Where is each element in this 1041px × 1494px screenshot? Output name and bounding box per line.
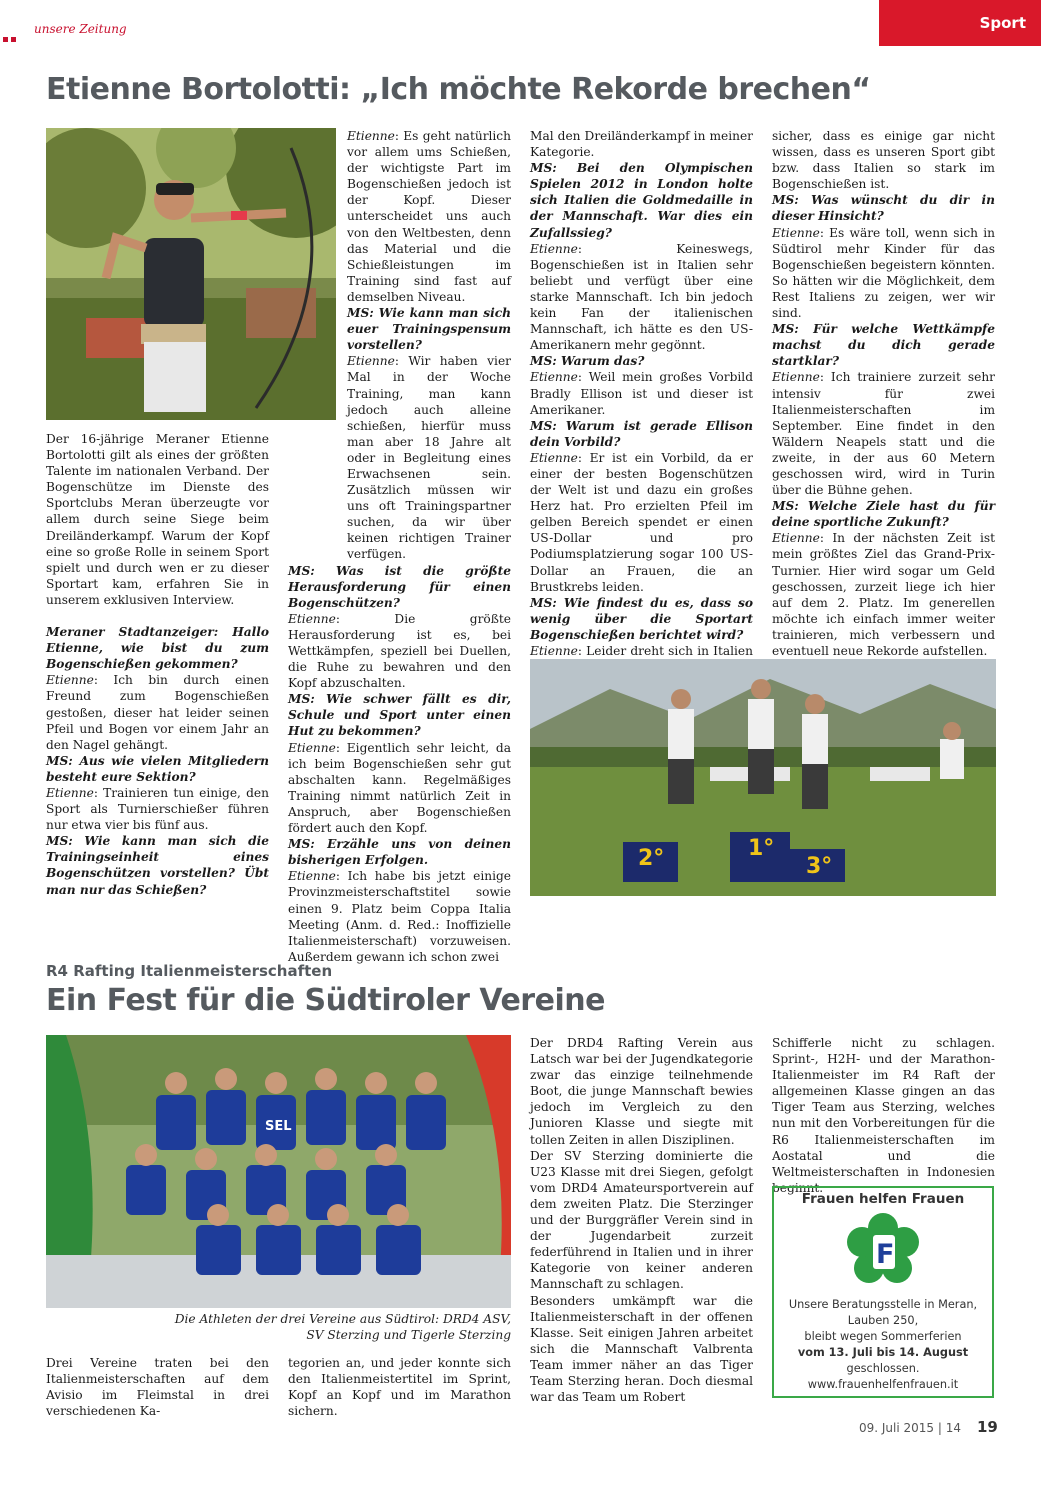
interview-answer: Etienne: Trainieren tun einige, den Sport als Turnierschießer führen nur etwa vier bis fünf aus. xyxy=(46,785,269,833)
article2-column-4: Schifferle nicht zu schlagen. Sprint-, H2H- und der Marathon-Italienmeister im R4 Raft der allgemeinen Klasse gingen an das Tiger Team aus Sterzing, welches nun mit den Vorbereitungen für die R6 Italienmeisterschaften im Aostatal und die Weltmeisterschaften in Indonesien beginnt. xyxy=(772,1036,995,1195)
interview-question: MS: Bei den Olympischen Spielen 2012 in London holte sich Italien die Goldmedaille in der Mannschaft. War dies ein Zufallssieg? xyxy=(530,161,753,240)
article2-column-1: Drei Vereine traten bei den Italienmeisterschaften auf dem Avisio im Fleimstal in drei verschiedenen Ka- xyxy=(46,1356,269,1419)
interview-answer: Etienne: Eigentlich sehr leicht, da ich beim Bogenschießen sehr gut abschalten kann. Regelmäßiges Training nimmt natürlich Zeit in Anspruch, aber Bogenschießen fördert auch den Kopf. xyxy=(288,740,511,836)
interview-answer: Etienne: Er ist ein Vorbild, da er einer der besten Bogenschützen der Welt ist und dazu ein großes Herz hat. Pro erzielten Pfeil im gelben Bereich spendet er einen US-Dollar und pro Podiumsplatzierung sogar 100 US-Dollar an Frauen, die an Brustkrebs leiden. xyxy=(530,450,753,594)
article1-column-4 xyxy=(772,128,995,675)
article1-intro: Der 16-jährige Meraner Etienne Bortolotti gilt als eines der größten Talente im nationalen Verband. Der Bogenschütze im Dienste des Sportclubs Meran überzeugte vor allem durch seine Siege beim Dreiländerkampf. Warum der Kopf eine so große Rolle in seinem Sport spielt und durch wen er zu dieser Sportart kam, erfahren Sie in unserem exklusiven Interview. xyxy=(46,432,269,607)
interview-answer: sicher, dass es einige gar nicht wissen, dass es unseren Sport gibt bzw. dass Italien so stark im Bogenschießen ist. xyxy=(772,129,995,192)
article1-column-3 xyxy=(530,128,753,675)
ad-text: Unsere Beratungsstelle in Meran, Lauben 250, bleibt wegen Sommerferien vom 13. Juli bis 14. August geschlossen. www.frauenhelfenfrauen.it xyxy=(774,1297,992,1393)
interview-question: MS: Was wünscht du dir in dieser Hinsicht? xyxy=(772,193,995,224)
article2-kicker: R4 Rafting Italienmeisterschaften xyxy=(46,962,333,980)
interview-question: MS: Wie findest du es, dass so wenig über die Sportart Bogenschießen berichtet wird? xyxy=(530,595,753,642)
brand-logo-text: unsere Zeitung xyxy=(34,22,127,36)
interview-question: MS: Welche Ziele hast du für deine sportliche Zukunft? xyxy=(772,499,995,530)
ad-title: Frauen helfen Frauen xyxy=(801,1191,965,1207)
interview-answer: Etienne: Weil mein großes Vorbild Bradly Ellison ist und dieser ist Amerikaner. xyxy=(530,370,753,417)
article2-column-2: tegorien an, und jeder konnte sich den Italienmeistertitel im Sprint, Kopf an Kopf und im Marathon sichern. xyxy=(288,1356,511,1419)
brand-squares xyxy=(3,29,19,48)
interview-question: MS: Was ist die größte Herausforderung für einen Bogenschützen? xyxy=(288,563,511,610)
interview-answer: Etienne: Ich trainiere zurzeit sehr intensiv für zwei Italienmeisterschaften im September. Eine findet in den Wäldern Neapels statt und die zweite, in der aus 60 Metern geschossen wird, wird in Turin über die Bühne gehen. xyxy=(772,370,995,498)
interview-question: MS: Erzähle uns von deinen bisherigen Erfolgen. xyxy=(288,837,511,868)
vest-label: SEL xyxy=(265,1119,292,1134)
advertisement-frauen-helfen-frauen[interactable] xyxy=(772,1186,994,1398)
article2-headline: Ein Fest für die Südtiroler Vereine xyxy=(46,983,605,1018)
ad-logo-letter: F xyxy=(876,1239,895,1270)
podium-label-first: 1° xyxy=(748,836,775,861)
interview-question: MS: Aus wie vielen Mitgliedern besteht eure Sektion? xyxy=(46,753,269,784)
interview-question: MS: Für welche Wettkämpfe machst du dich gerade startklar? xyxy=(772,322,995,369)
interview-answer: Etienne: Die größte Herausforderung ist es, bei Wettkämpfen, speziell bei Duellen, die Ruhe zu bewahren und den Kopf abzuschalten. xyxy=(288,611,511,691)
interview-answer: Etienne: Ich bin durch einen Freund zum Bogenschießen gestoßen, dieser hat leider seinen Pfeil und Bogen vor einem Jahr an den Nagel gehängt. xyxy=(46,673,269,752)
interview-question: MS: Wie kann man sich die Trainingseinheit eines Bogenschützen vorstellen? Übt man nur das Schießen? xyxy=(46,834,269,897)
podium-label-second: 2° xyxy=(638,846,665,871)
interview-question: Meraner Stadtanzeiger: Hallo Etienne, wie bist du zum Bogenschießen gekommen? xyxy=(46,625,269,672)
issue-date: 09. Juli 2015 | 14 xyxy=(858,1421,961,1435)
interview-answer: Etienne: In der nächsten Zeit ist mein größtes Ziel das Grand-Prix-Turnier. Hier wird sogar um Geld geschossen, zurzeit liege ich hier auf dem 2. Platz. Im generellen möchte ich einfach immer weiter trainieren, mich verbessern und eventuell neue Rekorde aufstellen. xyxy=(772,531,995,658)
article1-column-1 xyxy=(46,431,269,898)
ad-website-link[interactable]: www.frauenhelfenfrauen.it xyxy=(807,1378,959,1391)
interview-answer: Etienne: Ich habe bis jetzt einige Provinzmeisterschaftstitel sowie einen 9. Platz beim Coppa Italia Meeting (Anm. d. Red.: Inoffizielle Italienmeisterschaft) vorzuweisen. Außerdem gewann ich schon zwei xyxy=(288,869,511,964)
interview-answer: Mal den Dreiländerkampf in meiner Kategorie. xyxy=(530,129,753,160)
interview-answer: Etienne: Wir haben vier Mal in der Woche Training, man kann jedoch auch alleine schießen, hierfür muss man aber 18 Jahre alt oder in Begleitung eines Erwachsenen sein. Zusätzlich müssen wir uns oft Trainingspartner suchen, da wir über keinen richtigen Trainer verfügen. xyxy=(347,354,511,562)
page-number: 19 xyxy=(977,1418,998,1436)
podium-photo xyxy=(530,659,996,896)
rafting-photo-caption: Die Athleten der drei Vereine aus Südtirol: DRD4 ASV, SV Sterzing und Tigerle Sterzing xyxy=(174,1312,511,1342)
interview-answer: Etienne: Es wäre toll, wenn sich in Südtirol mehr Kinder für das Bogenschießen begeistern könnten. So hätten wir die Möglichkeit, dem Rest Italiens zu zeigen, wer wir sind. xyxy=(772,225,995,321)
article1-headline: Etienne Bortolotti: „Ich möchte Rekorde brechen“ xyxy=(46,72,871,107)
interview-question: MS: Wie schwer fällt es dir, Schule und Sport unter einen Hut zu bekommen? xyxy=(288,692,511,739)
interview-question: MS: Warum das? xyxy=(530,354,645,369)
podium-label-third: 3° xyxy=(806,854,833,879)
rafting-team-photo xyxy=(46,1035,511,1308)
interview-question: MS: Warum ist gerade Ellison dein Vorbild? xyxy=(530,418,753,449)
flower-logo-icon xyxy=(843,1211,923,1291)
article1-column-2 xyxy=(288,128,511,965)
section-label: Sport xyxy=(879,0,1041,46)
interview-question: MS: Wie kann man sich euer Trainingspensum vorstellen? xyxy=(347,306,511,353)
interview-answer: Etienne: Keineswegs, Bogenschießen ist in Italien sehr beliebt und verfügt über eine starke Mannschaft. Ich bin jedoch kein Fan der italienischen Mannschaft, ich hätte es den US-Amerikanern mehr gegönnt. xyxy=(530,241,753,353)
interview-answer: Etienne: Leider dreht sich in Italien xyxy=(530,644,753,658)
interview-answer: Etienne: Es geht natürlich vor allem ums Schießen, der wichtigste Part im Bogenschießen jedoch ist der Kopf. Dieser unterscheidet uns auch von den Weltbesten, denn das Material und die Schießleistungen im Training sind fast auf demselben Niveau. xyxy=(347,129,511,304)
article2-column-3: Der DRD4 Rafting Verein aus Latsch war bei der Jugendkategorie zwar das einzige teilnehmende Boot, die junge Mannschaft bewies jedoch im Vergleich zu den Junioren Klasse und siegte mit tollen Zeiten in allen Disziplinen. Der SV Sterzing dominierte die U23 Klasse mit drei Siegen, gefolgt vom DRD4 Amateursportverein auf dem zweiten Platz. Die Sterzinger und der Burggräfler Verein sind in der Jugendarbeit zurzeit federführend in Italien und in ihrer Kategorie von keiner anderen Mannschaft zu schlagen. Besonders umkämpft war die Italienmeisterschaft in der offenen Klasse. Seit einigen Jahren arbeitet sich die Mannschaft Valbrenta Team immer näher an das Tiger Team Sterzing heran. Doch diesmal war das Team um Robert xyxy=(530,1036,753,1405)
